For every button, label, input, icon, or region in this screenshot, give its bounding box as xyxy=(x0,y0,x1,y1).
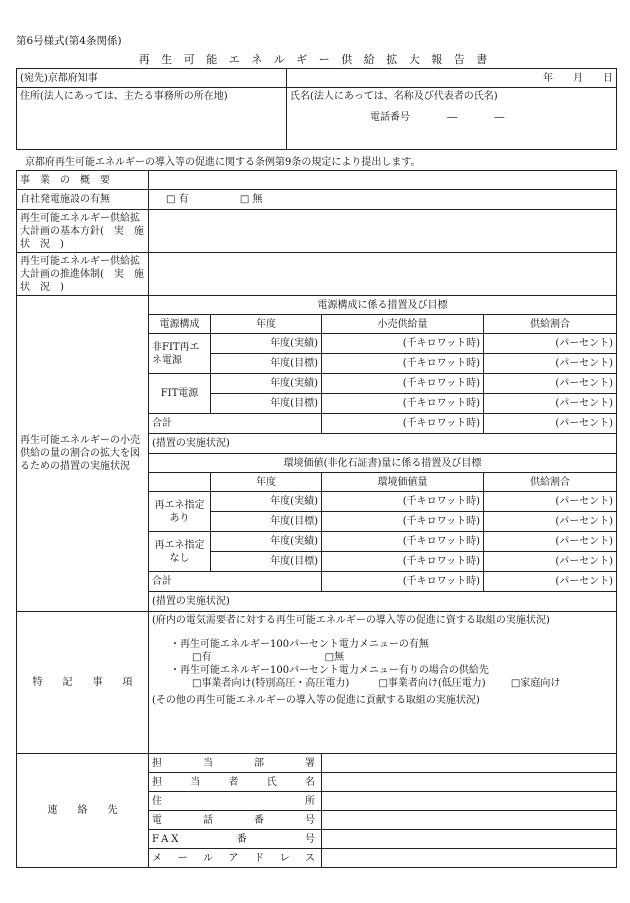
total-label: 合計 xyxy=(149,414,322,434)
phone-separator: ― xyxy=(447,112,458,123)
env-value-heading: 環境価値(非化石証書)量に係る措置及び目標 xyxy=(149,454,617,473)
col-env-amount: 環境価値量 xyxy=(322,473,484,492)
applicant-name-field[interactable] xyxy=(287,88,617,150)
phone-label: 電話番号 xyxy=(370,112,410,123)
business-high-voltage-checkbox[interactable]: □事業者向け(特別高圧・高圧電力) xyxy=(192,678,350,689)
col-supply-ratio: 供給割合 xyxy=(484,315,617,334)
total-label: 合計 xyxy=(149,572,322,592)
contact-address-label: 住所 xyxy=(149,792,322,811)
supply-ratio-field[interactable]: (パーセント) xyxy=(484,492,617,512)
env-amount-field[interactable]: (千キロワット時) xyxy=(322,552,484,572)
report-main-table xyxy=(16,170,617,868)
phone-number-field[interactable] xyxy=(290,111,613,124)
year-actual-field[interactable]: 年度(実績) xyxy=(211,492,322,512)
submission-note: 京都府再生可能エネルギーの導入等の促進に関する条例第9条の規定により提出します。 xyxy=(25,157,421,168)
fit-label: FIT電源 xyxy=(149,374,211,414)
menu-availability-options xyxy=(152,651,613,664)
address-label: 住所(法人にあっては、主たる事務所の所在地) xyxy=(20,91,228,102)
total-supply-field[interactable]: (千キロワット時) xyxy=(322,414,484,434)
retail-supply-field[interactable]: (千キロワット時) xyxy=(322,394,484,414)
contact-person-field[interactable] xyxy=(322,773,617,792)
applicant-address-field[interactable] xyxy=(17,88,287,150)
power-mix-heading: 電源構成に係る措置及び目標 xyxy=(149,296,617,315)
business-overview-label: 事 業 の 概 要 xyxy=(17,171,149,190)
total-ratio-field[interactable]: (パーセント) xyxy=(484,572,617,592)
own-plant-label: 自社発電施設の有無 xyxy=(17,190,149,210)
env-amount-field[interactable]: (千キロワット時) xyxy=(322,492,484,512)
col-retail-supply: 小売供給量 xyxy=(322,315,484,334)
env-amount-field[interactable]: (千キロワット時) xyxy=(322,512,484,532)
special-notes-line: ・再生可能エネルギー100パーセント電力メニュー有りの場合の供給先 xyxy=(170,665,489,676)
contact-email-field[interactable] xyxy=(322,849,617,868)
contact-phone-field[interactable] xyxy=(322,811,617,830)
supply-ratio-field[interactable]: (パーセント) xyxy=(484,334,617,354)
measures-label: 再生可能エネルギーの小売供給の量の割合の拡大を図るための措置の実施状況 xyxy=(17,296,149,612)
special-notes-line: ・再生可能エネルギー100パーセント電力メニューの有無 xyxy=(170,639,429,650)
special-notes-label: 特 記 事 項 xyxy=(17,612,149,754)
report-date[interactable]: 年 月 日 xyxy=(287,69,617,88)
own-plant-yes-checkbox[interactable]: □ 有 xyxy=(166,194,189,205)
designated-no-label: 再エネ指定なし xyxy=(149,532,211,572)
menu-yes-checkbox[interactable]: □有 xyxy=(192,652,212,663)
name-label: 氏名(法人にあっては、名称及び代表者の氏名) xyxy=(290,91,498,102)
col-power-source: 電源構成 xyxy=(149,315,211,334)
phone-separator: ― xyxy=(494,112,505,123)
promotion-system-field[interactable] xyxy=(149,253,617,296)
supply-ratio-field[interactable]: (パーセント) xyxy=(484,532,617,552)
business-low-voltage-checkbox[interactable]: □事業者向け(低圧電力) xyxy=(378,678,486,689)
business-overview-field[interactable] xyxy=(149,171,617,190)
year-target-field[interactable]: 年度(目標) xyxy=(211,512,322,532)
designated-yes-label: 再エネ指定あり xyxy=(149,492,211,532)
household-checkbox[interactable]: □家庭向け xyxy=(510,678,561,689)
retail-supply-field[interactable]: (千キロワット時) xyxy=(322,374,484,394)
retail-supply-field[interactable]: (千キロワット時) xyxy=(322,334,484,354)
retail-supply-field[interactable]: (千キロワット時) xyxy=(322,354,484,374)
special-notes-field[interactable] xyxy=(149,612,617,754)
contact-fax-field[interactable] xyxy=(322,830,617,849)
year-target-field[interactable]: 年度(目標) xyxy=(211,394,322,414)
applicant-header-table xyxy=(16,68,617,150)
contact-department-label: 担当部署 xyxy=(149,754,322,773)
total-env-amount-field[interactable]: (千キロワット時) xyxy=(322,572,484,592)
contact-label: 連 絡 先 xyxy=(17,754,149,868)
col-year: 年度 xyxy=(211,315,322,334)
supply-target-options xyxy=(152,677,613,690)
promotion-system-label: 再生可能エネルギー供給拡大計画の推進体制( 実 施 状 況 ) xyxy=(17,253,149,296)
basic-policy-field[interactable] xyxy=(149,210,617,253)
env-blank-header xyxy=(149,473,211,492)
contact-department-field[interactable] xyxy=(322,754,617,773)
basic-policy-label: 再生可能エネルギー供給拡大計画の基本方針( 実 施 状 況 ) xyxy=(17,210,149,253)
document-title: 再 生 可 能 エ ネ ル ギ ー 供 給 拡 大 報 告 書 xyxy=(138,53,492,66)
env-amount-field[interactable]: (千キロワット時) xyxy=(322,532,484,552)
supply-ratio-field[interactable]: (パーセント) xyxy=(484,394,617,414)
year-target-field[interactable]: 年度(目標) xyxy=(211,354,322,374)
year-actual-field[interactable]: 年度(実績) xyxy=(211,532,322,552)
own-plant-options xyxy=(149,190,617,210)
special-notes-line: (府内の電気需要者に対する再生可能エネルギーの導入等の促進に資する取組の実施状況) xyxy=(152,615,550,626)
supply-ratio-field[interactable]: (パーセント) xyxy=(484,354,617,374)
special-notes-line: (その他の再生可能エネルギーの導入等の促進に貢献する取組の実施状況) xyxy=(152,695,480,706)
form-number: 第6号様式(第4条関係) xyxy=(16,35,122,47)
year-target-field[interactable]: 年度(目標) xyxy=(211,552,322,572)
env-value-status-field[interactable]: (措置の実施状況) xyxy=(149,592,617,612)
total-ratio-field[interactable]: (パーセント) xyxy=(484,414,617,434)
col-supply-ratio: 供給割合 xyxy=(484,473,617,492)
own-plant-no-checkbox[interactable]: □ 無 xyxy=(239,194,263,205)
contact-phone-label: 電話番号 xyxy=(149,811,322,830)
col-year: 年度 xyxy=(211,473,322,492)
menu-no-checkbox[interactable]: □無 xyxy=(324,652,345,663)
contact-address-field[interactable] xyxy=(322,792,617,811)
year-actual-field[interactable]: 年度(実績) xyxy=(211,334,322,354)
addressee: (宛先)京都府知事 xyxy=(17,69,287,88)
year-actual-field[interactable]: 年度(実績) xyxy=(211,374,322,394)
non-fit-label: 非FIT再エネ電源 xyxy=(149,334,211,374)
supply-ratio-field[interactable]: (パーセント) xyxy=(484,374,617,394)
contact-fax-label: FAX番号 xyxy=(149,830,322,849)
supply-ratio-field[interactable]: (パーセント) xyxy=(484,512,617,532)
supply-ratio-field[interactable]: (パーセント) xyxy=(484,552,617,572)
power-mix-status-field[interactable]: (措置の実施状況) xyxy=(149,434,617,454)
contact-person-label: 担当者氏名 xyxy=(149,773,322,792)
contact-email-label: メールアドレス xyxy=(149,849,322,868)
